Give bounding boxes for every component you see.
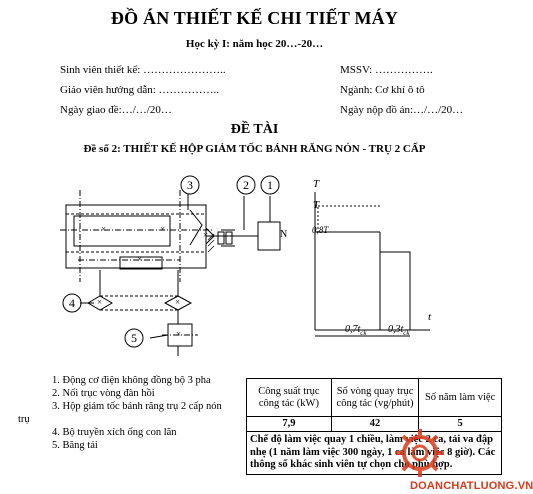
shaft-mark-4: ×	[203, 230, 209, 240]
value-power: 7,9	[247, 417, 332, 432]
component-item-3: 3. Hộp giảm tốc bánh răng trụ 2 cấp nón	[52, 401, 222, 412]
component-item-2: 2. Nối trục vòng đàn hồi	[52, 388, 155, 399]
header-rpm: Số vòng quay trục công tác (vg/phút)	[331, 379, 418, 417]
value-rpm: 42	[331, 417, 418, 432]
sprocket-mark-1: ×	[97, 297, 103, 307]
chart-seg2-label: $0,3t_{ck}$	[388, 324, 410, 337]
chart-t-label: T	[313, 199, 320, 211]
component-item-1: 1. Động cơ điện không đồng bộ 3 pha	[52, 375, 211, 386]
document-title: ĐỒ ÁN THIẾT KẾ CHI TIẾT MÁY	[110, 8, 399, 28]
callout-3: 3	[187, 178, 193, 192]
operating-conditions-note: Chế độ làm việc quay 1 chiều, làm việc 2 ca, tải va đập nhẹ (1 năm làm việc 300 ngày, 1 ca làm việc 8 giờ). Các thông số khác sinh viên tự chọn cho phù hợp.	[247, 432, 502, 475]
gear-logo-icon	[390, 423, 450, 483]
advisor-field: Giáo viên hướng dẫn: ……………..	[60, 84, 220, 96]
assign-date-field: Ngày giao đề:…/…/20…	[60, 104, 172, 116]
drum-mark: ×	[176, 329, 182, 339]
sprocket-mark-2: ×	[175, 297, 181, 307]
component-item-5: 5. Băng tải	[52, 440, 98, 451]
shaft-mark-2: ×	[160, 224, 166, 234]
watermark-text: DOANCHATLUONG.VN	[410, 480, 533, 492]
component-item-4: 4. Bộ truyền xích ống con lăn	[52, 427, 177, 438]
callout-1: 1	[267, 178, 273, 192]
chart-t-low-label: 0,8T	[312, 225, 329, 235]
chart-y-axis-label: T	[313, 178, 320, 190]
chart-x-axis-label: t	[428, 311, 432, 323]
motor-letter: N	[280, 229, 288, 240]
value-years: 5	[419, 417, 502, 432]
submit-date-field: Ngày nộp đồ án:…/…/20…	[340, 104, 464, 116]
callout-5: 5	[131, 331, 137, 345]
chart-seg1-label: $0,7t_{ck}$	[345, 324, 367, 337]
callout-4: 4	[69, 296, 75, 310]
header-years: Số năm làm việc	[419, 379, 502, 417]
shaft-mark-3: ×	[137, 254, 143, 264]
major-field: Ngành: Cơ khí ô tô	[340, 84, 425, 96]
topic-heading: ĐỀ TÀI	[230, 122, 279, 137]
component-item-3-cont: trụ	[18, 414, 30, 425]
topic-subtitle: Đề số 2: THIẾT KẾ HỘP GIẢM TỐC BÁNH RĂNG NÓN - TRỤ 2 CẤP	[83, 143, 426, 155]
header-power: Công suất trục công tác (kW)	[247, 379, 332, 417]
semester-line: Học kỳ I: năm học 20…-20…	[185, 38, 324, 50]
shaft-mark-1: ×	[101, 224, 107, 234]
callout-2: 2	[243, 178, 249, 192]
student-id-field: MSSV: …………….	[340, 64, 433, 76]
student-designer-field: Sinh viên thiết kế: …………………..	[60, 64, 226, 76]
spec-table	[246, 378, 502, 475]
